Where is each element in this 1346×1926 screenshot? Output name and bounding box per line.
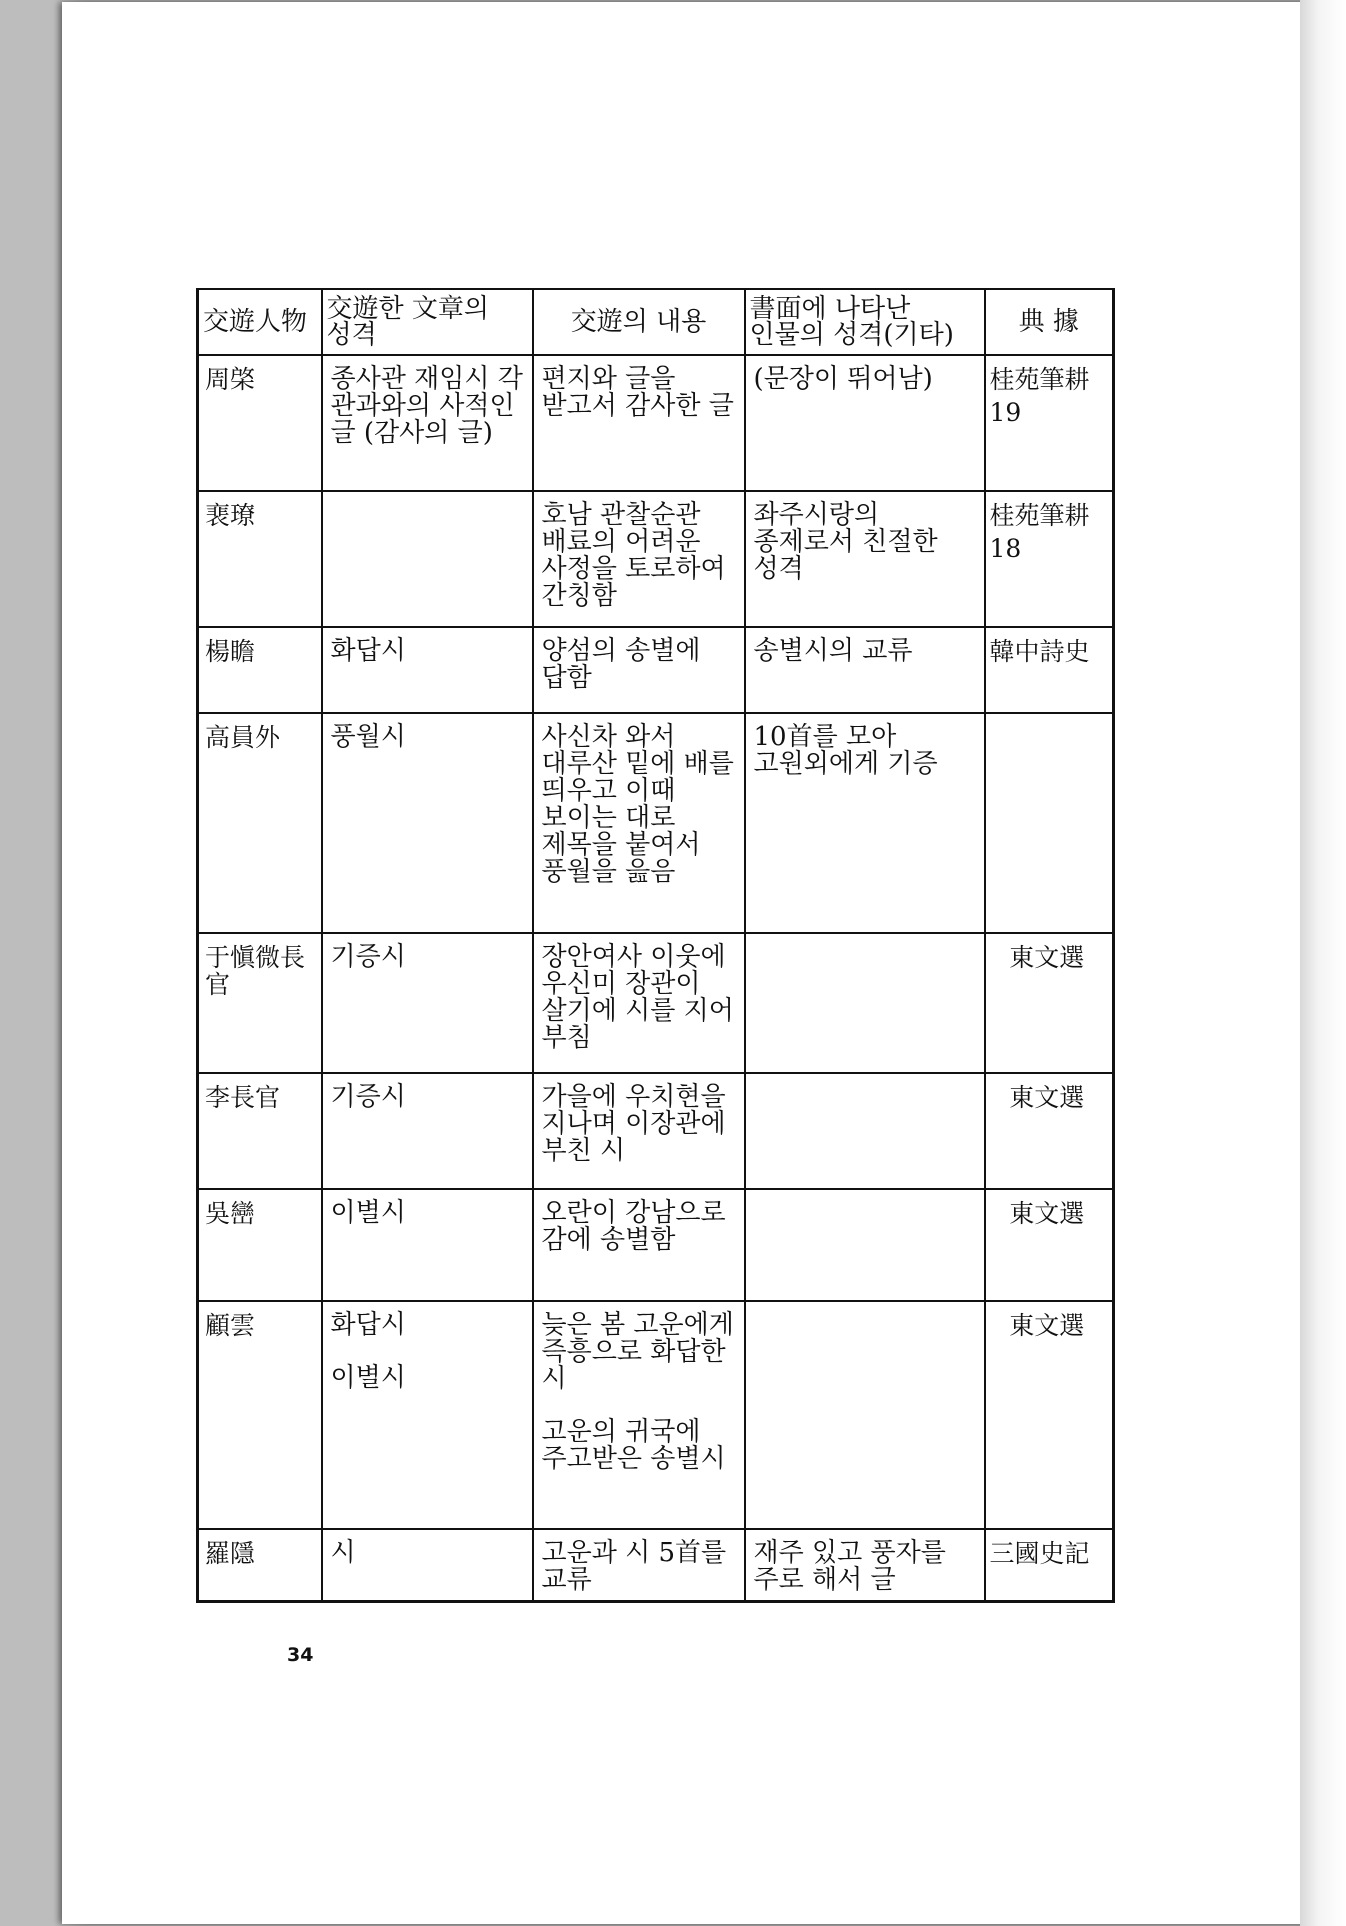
source-title: 桂苑筆耕 [989, 501, 1090, 530]
cell-type: 풍월시 [322, 713, 533, 933]
cell-person: 于愼微長官 [198, 933, 322, 1073]
cell-content [533, 1301, 745, 1529]
cell-source: 東文選 [985, 1073, 1114, 1189]
cell-content: 가을에 우치현을 지나며 이장관에 부친 시 [533, 1073, 745, 1189]
cell-person: 周棨 [198, 355, 322, 491]
cell-person: 顧雲 [198, 1301, 322, 1529]
cell-character: (문장이 뛰어남) [745, 355, 985, 491]
cell-type: 기증시 [322, 933, 533, 1073]
header-content: 交遊의 내용 [533, 289, 745, 355]
cell-character [745, 1073, 985, 1189]
cell-type: 이별시 [322, 1189, 533, 1301]
table-header-row [198, 289, 1114, 355]
cell-source [985, 713, 1114, 933]
table-container [196, 288, 1112, 1608]
table-row [198, 713, 1114, 933]
cell-source: 三國史記 [985, 1529, 1114, 1602]
exchange-table [196, 288, 1115, 1603]
table-row [198, 627, 1114, 713]
cell-content: 고운과 시 5首를 교류 [533, 1529, 745, 1602]
cell-source [985, 491, 1114, 627]
cell-character: 좌주시랑의 종제로서 친절한 성격 [745, 491, 985, 627]
cell-source: 東文選 [985, 933, 1114, 1073]
cell-type: 화답시 [322, 627, 533, 713]
page-edge-shadow [1300, 0, 1346, 1926]
cell-person: 高員外 [198, 713, 322, 933]
cell-content: 장안여사 이웃에 우신미 장관이 살기에 시를 지어 부침 [533, 933, 745, 1073]
cell-person: 羅隱 [198, 1529, 322, 1602]
header-character: 書面에 나타난 인물의 성격(기타) [745, 289, 985, 355]
cell-character [745, 933, 985, 1073]
cell-content: 호남 관찰순관 배료의 어려운 사정을 토로하여 간칭함 [533, 491, 745, 627]
cell-person: 李長官 [198, 1073, 322, 1189]
cell-character: 송별시의 교류 [745, 627, 985, 713]
page-number: 34 [287, 1644, 314, 1666]
source-number: 18 [989, 534, 1022, 563]
cell-type [322, 491, 533, 627]
cell-content: 편지와 글을 받고서 감사한 글 [533, 355, 745, 491]
cell-character: 재주 있고 풍자를 주로 해서 글 [745, 1529, 985, 1602]
cell-character [745, 1301, 985, 1529]
cell-type [322, 1301, 533, 1529]
cell-type: 기증시 [322, 1073, 533, 1189]
source-title: 桂苑筆耕 [989, 365, 1090, 394]
cell-source: 韓中詩史 [985, 627, 1114, 713]
cell-type: 종사관 재임시 각 관과와의 사적인 글 (감사의 글) [322, 355, 533, 491]
type-primary: 화답시 [330, 1310, 406, 1340]
header-source: 典 據 [985, 289, 1114, 355]
table-row [198, 1189, 1114, 1301]
cell-source: 東文選 [985, 1301, 1114, 1529]
table-row [198, 933, 1114, 1073]
cell-content: 오란이 강남으로 감에 송별함 [533, 1189, 745, 1301]
content-primary: 늦은 봄 고운에게 즉흥으로 화답한 시 [541, 1310, 734, 1394]
table-row [198, 1073, 1114, 1189]
cell-type: 시 [322, 1529, 533, 1602]
cell-character: 10首를 모아 고원외에게 기증 [745, 713, 985, 933]
type-secondary: 이별시 [330, 1363, 406, 1393]
cell-content: 양섬의 송별에 답함 [533, 627, 745, 713]
cell-person: 裵璙 [198, 491, 322, 627]
cell-source [985, 355, 1114, 491]
source-number: 19 [989, 398, 1022, 427]
content-secondary: 고운의 귀국에 주고받은 송별시 [541, 1417, 726, 1474]
header-person: 交遊人物 [198, 289, 322, 355]
cell-content: 사신차 와서 대루산 밑에 배를 띄우고 이때 보이는 대로 제목을 붙여서 풍월을 읊음 [533, 713, 745, 933]
cell-character [745, 1189, 985, 1301]
cell-person: 楊瞻 [198, 627, 322, 713]
cell-person: 吳巒 [198, 1189, 322, 1301]
table-row [198, 1301, 1114, 1529]
table-row [198, 355, 1114, 491]
table-row [198, 1529, 1114, 1602]
table-row [198, 491, 1114, 627]
header-type: 交遊한 文章의 성격 [322, 289, 533, 355]
cell-source: 東文選 [985, 1189, 1114, 1301]
